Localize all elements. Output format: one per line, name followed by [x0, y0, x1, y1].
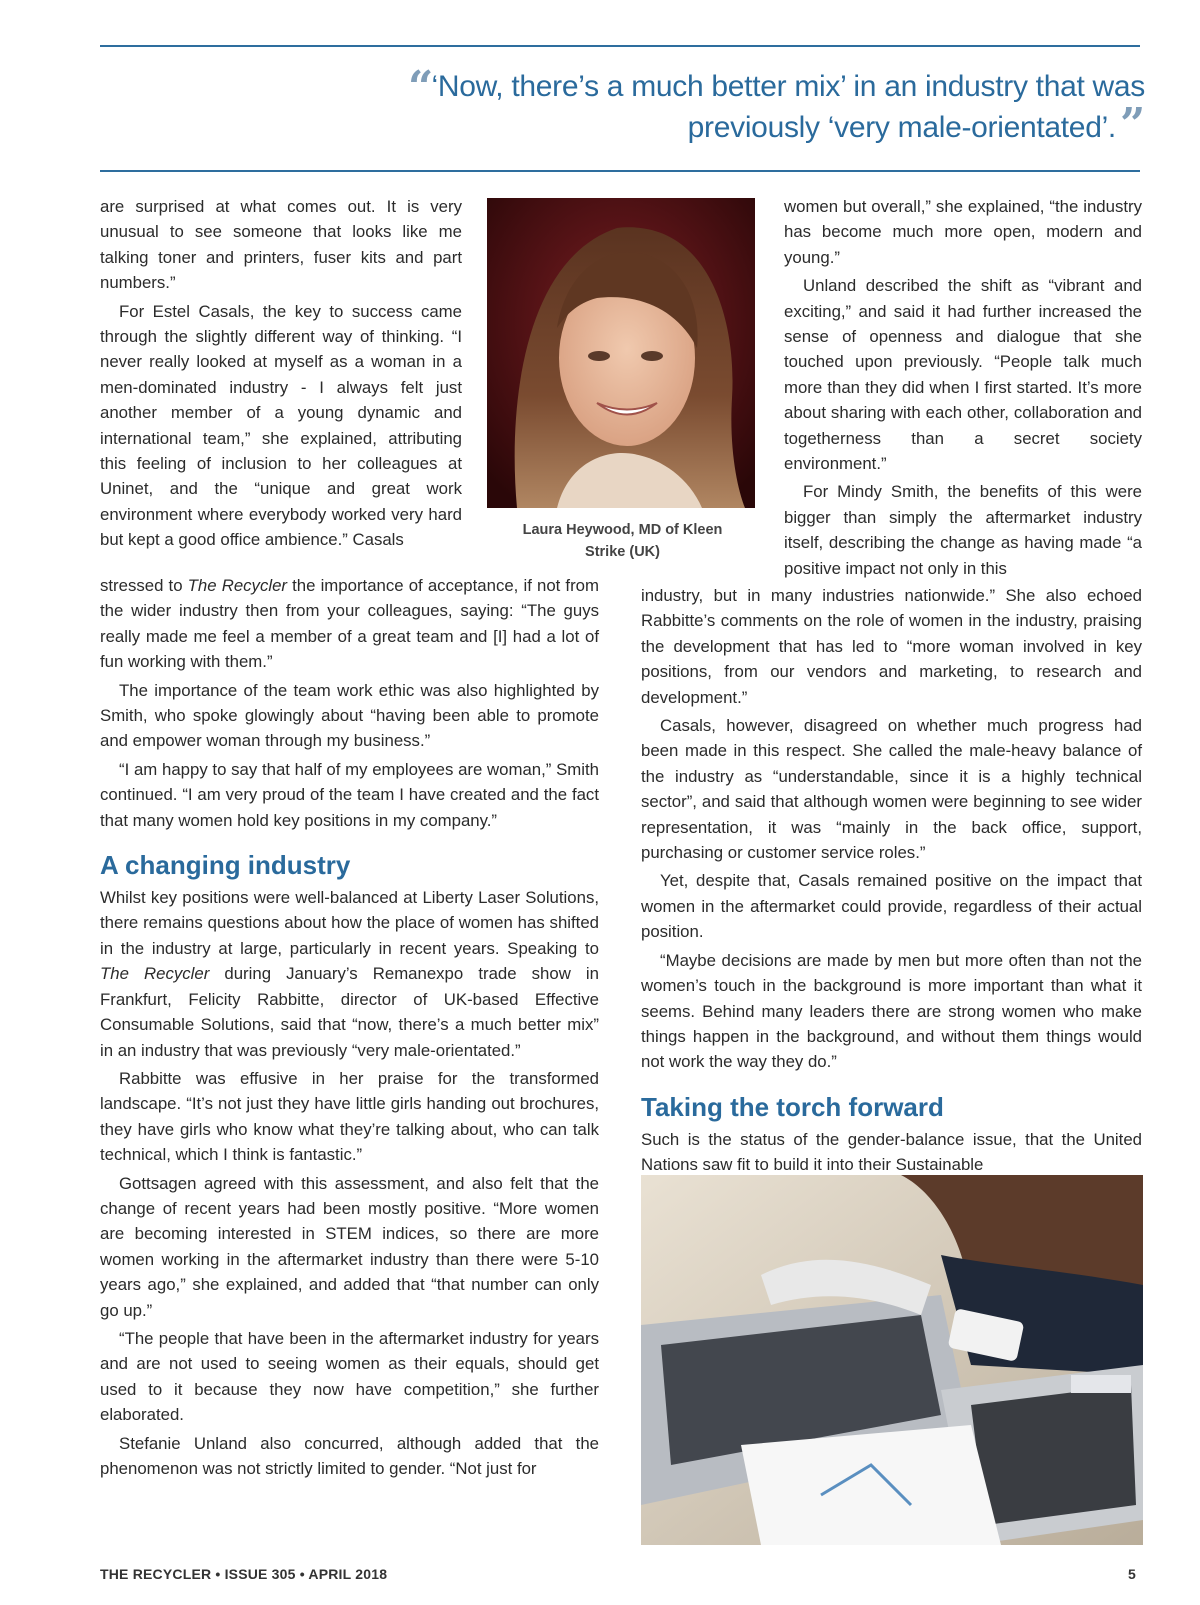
pull-quote-line2: previously ‘very male-orientated’.	[687, 111, 1116, 144]
section-heading: A changing industry	[100, 850, 351, 881]
paragraph: stressed to The Recycler the importance of acceptance, if not from the wider industry then from your colleagues, saying: “The guys really made me feel a member of a great team and [I] had a lot of fun working with them.”	[100, 576, 599, 672]
paragraph: Casals, however, disagreed on whether much progress had been made in this respect. She called the male-heavy balance of the industry as “understandable, since it is a highly technical sector”, and said that although women were beginning to see wider representation, it was “mainly in the back office, support, purchasing or customer service roles.”	[641, 716, 1142, 863]
paragraph: Unland described the shift as “vibrant and exciting,” and said it had further increased the sense of openness and dialogue that she touched upon previously. “People talk much more than they did when I first started. It’s more about sharing with each other, collaboration and togetherness than a secret society environment.”	[784, 276, 1142, 474]
bottom-rule	[100, 170, 1140, 172]
photo-caption: Laura Heywood, MD of Kleen Strike (UK)	[522, 522, 723, 560]
paragraph: “The people that have been in the aftermarket industry for years and are not used to seeing women as their equals, should get used to it because they now have competition,” she further elaborated.	[100, 1328, 599, 1425]
footer-publication: THE RECYCLER • ISSUE 305 • APRIL 2018	[100, 1566, 388, 1582]
right-column	[641, 583, 1142, 1181]
left-column	[100, 573, 599, 1484]
portrait-photo	[487, 198, 755, 508]
paragraph: For Mindy Smith, the benefits of this were bigger than simply the aftermarket industry itself, describing the change as having made “a positive impact not only in this	[784, 482, 1142, 578]
paragraph: industry, but in many industries nationwide.” She also echoed Rabbitte’s comments on the role of women in the industry, praising the development that has led to “more woman involved in key positions, from our vendors and marketing, to research and development.”	[641, 586, 1142, 707]
paragraph: Such is the status of the gender-balance issue, that the United Nations saw fit to build it into their Sustainable	[641, 1129, 1142, 1175]
section-heading: Taking the torch forward	[641, 1091, 944, 1122]
open-quote-icon: “	[408, 62, 434, 113]
paragraph: The importance of the team work ethic was also highlighted by Smith, who spoke glowingly about “having been able to promote and empower woman through my business.”	[100, 680, 599, 751]
paragraph: Yet, despite that, Casals remained positive on the impact that women in the aftermarket could provide, regardless of their actual position.	[641, 871, 1142, 942]
magazine-name: The Recycler	[187, 576, 287, 595]
paragraph: Rabbitte was effusive in her praise for the transformed landscape. “It’s not just they have little girls handing out brochures, they have girls who know what they’re talking about, who can talk technical, which I think is fantastic.”	[100, 1068, 599, 1165]
paragraph: women but overall,” she explained, “the industry has become much more open, modern and young.”	[784, 197, 1142, 267]
page-number: 5	[1128, 1566, 1136, 1582]
top-rule	[100, 45, 1140, 47]
office-desk-photo	[641, 1175, 1143, 1545]
paragraph: Whilst key positions were well-balanced at Liberty Laser Solutions, there remains questions about how the place of women has shifted in the industry at large, particularly in recent years. Speaking to The Recycler during January’s Remanexpo trade show in Frankfurt, Felicity Rabbitte, director of UK-based Effective Consumable Solutions, said that “now, there’s a much better mix” in an industry that was previously “very male-orientated.”	[100, 888, 599, 1060]
paragraph: “Maybe decisions are made by men but more often than not the women’s touch in the background is more important than what it seems. Behind many leaders there are strong women who make things happen in the background, and without them things would not work the way they do.”	[641, 950, 1142, 1072]
magazine-name: The Recycler	[100, 964, 210, 984]
pull-quote-line1: ‘Now, there’s a much better mix’ in an industry that was	[431, 70, 1145, 103]
right-column-top	[784, 194, 1142, 581]
close-quote-icon: ”	[1119, 99, 1145, 150]
left-column-top	[100, 194, 462, 553]
pull-quote	[408, 62, 1145, 150]
paragraph: Stefanie Unland also concurred, although added that the phenomenon was not strictly limited to gender. “Not just for	[100, 1433, 599, 1478]
paragraph: For Estel Casals, the key to success came through the slightly different way of thinking. “I never really looked at myself as a woman in a men-dominated industry - I always felt just another member of a young dynamic and international team,” she explained, attributing this feeling of inclusion to her colleagues at Uninet, and the “unique and great work environment where everybody worked very hard but kept a good office ambience.” Casals	[100, 301, 462, 550]
paragraph: are surprised at what comes out. It is very unusual to see someone that looks like me talking toner and printers, fuser kits and part numbers.”	[100, 197, 462, 293]
paragraph: Gottsagen agreed with this assessment, and also felt that the change of recent years had been mostly positive. “More women are becoming interested in STEM indices, so there are more women working in the aftermarket industry than there were 5-10 years ago,” she explained, and added that “that number can only go up.”	[100, 1173, 599, 1320]
paragraph: “I am happy to say that half of my employees are woman,” Smith continued. “I am very proud of the team I have created and the fact that many women hold key positions in my company.”	[100, 759, 599, 830]
